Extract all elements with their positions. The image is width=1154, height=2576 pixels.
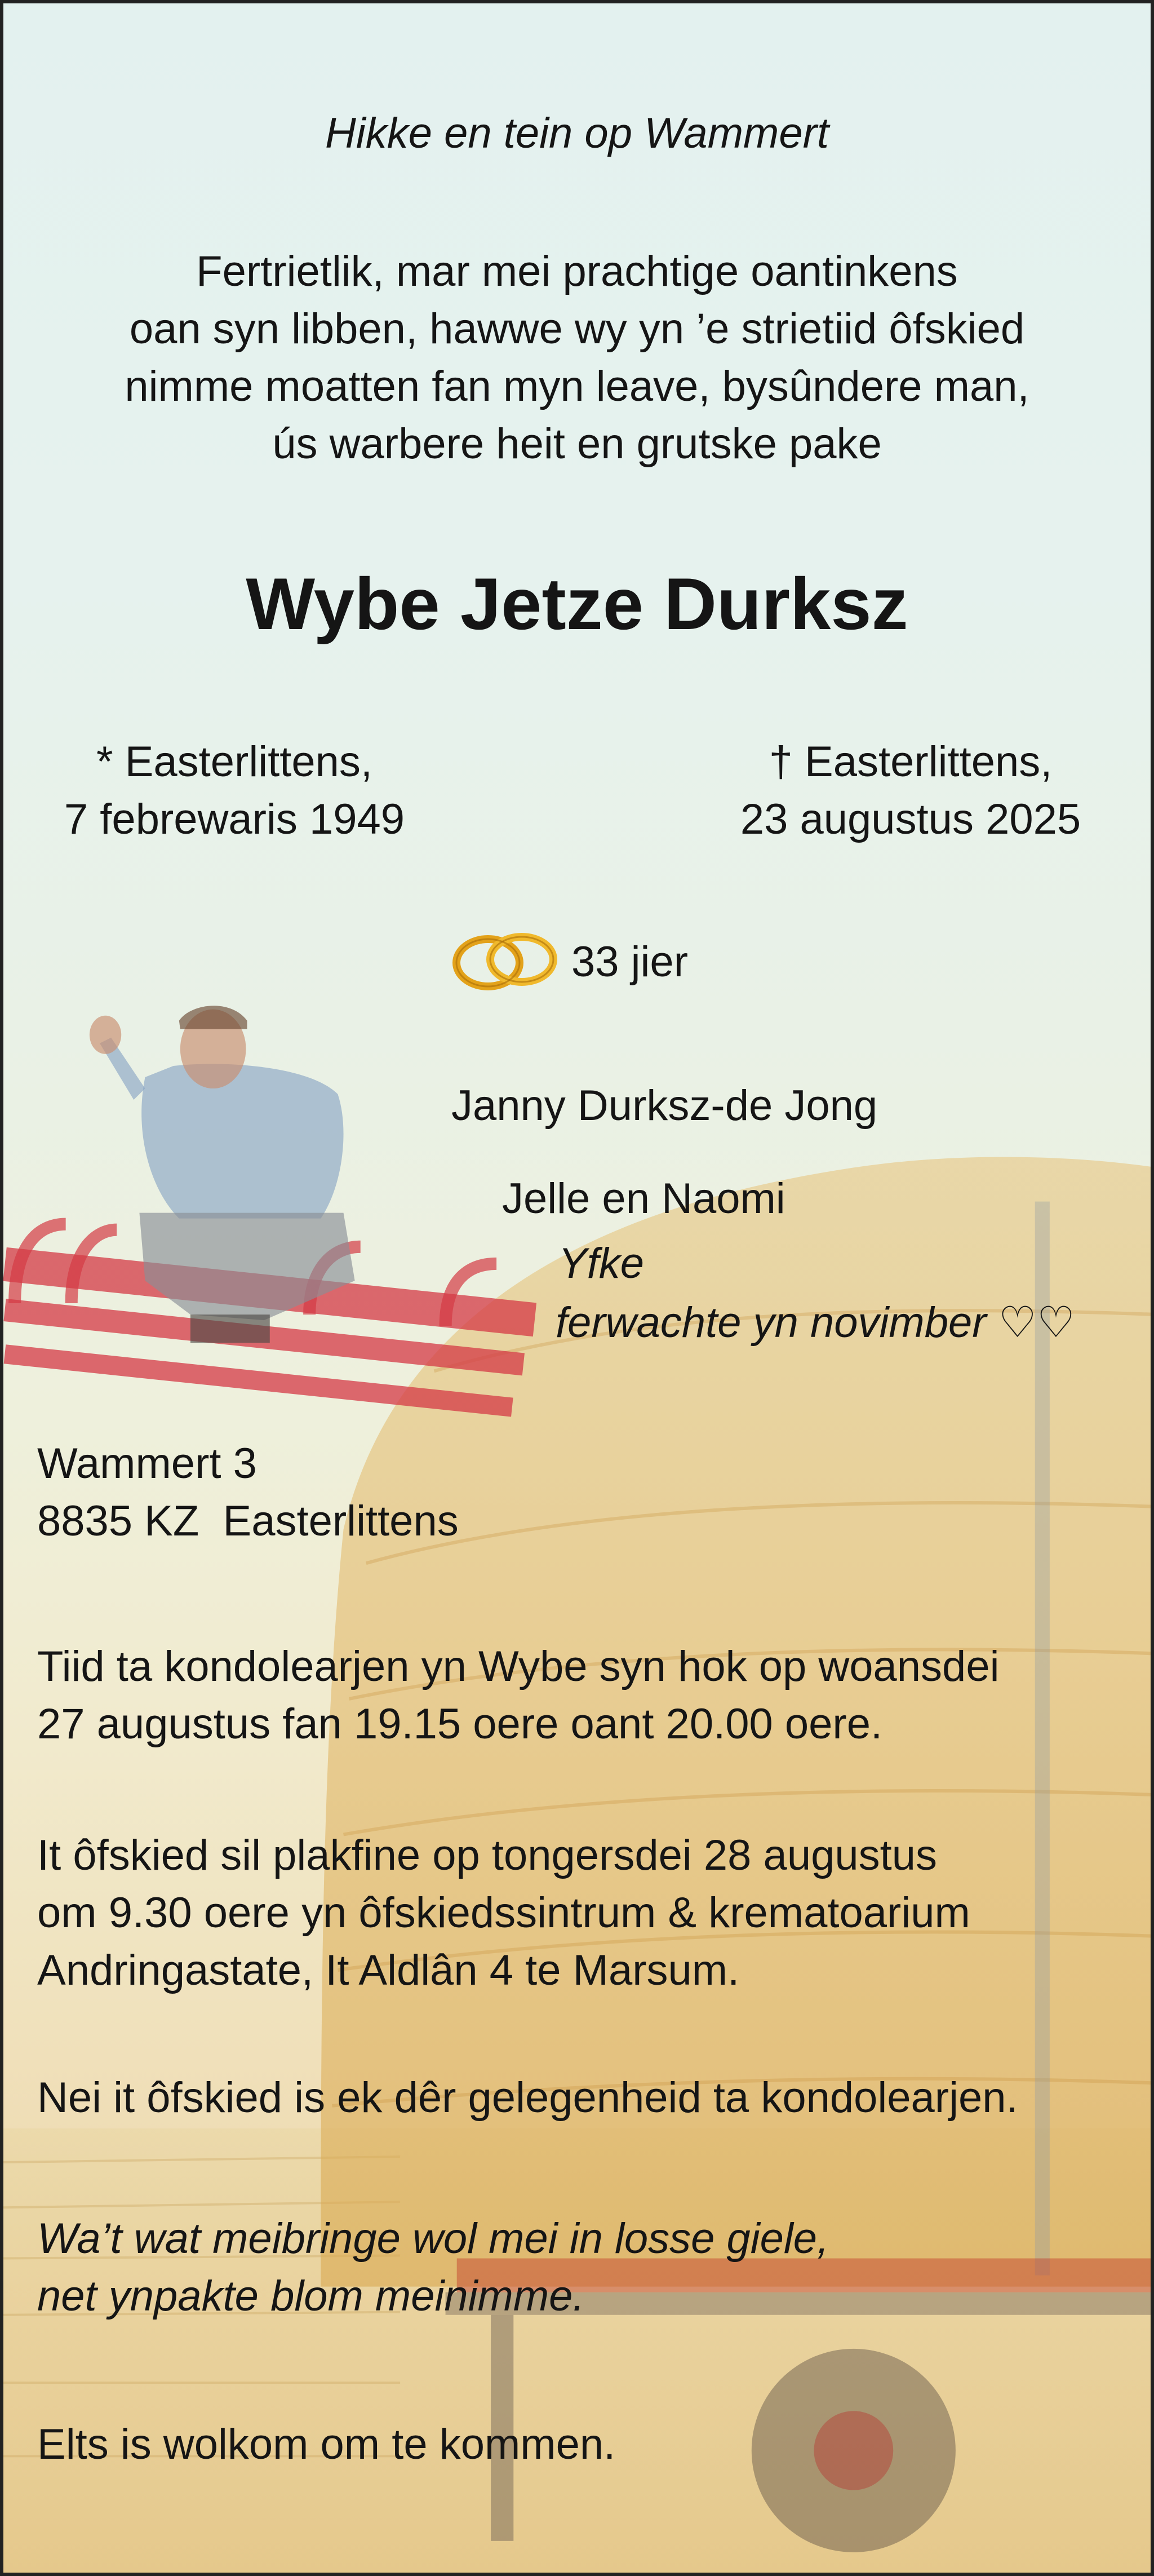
address-city: 8835 KZ Easterlittens [37, 1497, 459, 1545]
death-info [708, 733, 1113, 848]
welcome-line: Elts is wolkom om te kommen. [37, 2420, 616, 2468]
address [37, 1435, 1130, 1550]
intro-line: oan syn libben, hawwe wy yn ’e strietiid ôfskied [129, 305, 1025, 353]
welcome [37, 2416, 1130, 2473]
birth-date: 7 febrewaris 1949 [64, 795, 405, 843]
marriage-years: 33 jier [571, 938, 688, 986]
flowers-note [37, 2210, 1130, 2325]
intro-line: ús warbere heit en grutske pake [272, 420, 882, 468]
funeral-line: om 9.30 oere yn ôfskiedssintrum & krematoarium [37, 1889, 970, 1937]
condolence-line: 27 augustus fan 19.15 oere oant 20.00 oere. [37, 1700, 883, 1748]
header-line: Hikke en tein op Wammert [325, 109, 829, 157]
children: Jelle en Naomi [502, 1175, 785, 1223]
birth-place: * Easterlittens, [96, 738, 372, 786]
grandchild: Yfke [558, 1240, 645, 1287]
intro-text [3, 243, 1151, 473]
condolence-info [37, 1638, 1130, 1753]
wedding-rings-icon [449, 928, 561, 995]
address-street: Wammert 3 [37, 1440, 257, 1488]
funeral-line: It ôfskied sil plakfine op tongersdei 28 augustus [37, 1831, 938, 1879]
death-place: † Easterlittens, [769, 738, 1053, 786]
spouse: Janny Durksz-de Jong [451, 1082, 878, 1130]
birth-info [37, 733, 432, 848]
deceased-name: Wybe Jetze Durksz [246, 563, 908, 645]
expected-grandchild: ferwachte yn novimber ♡♡ [556, 1299, 1075, 1347]
funeral-info [37, 1827, 1130, 1999]
intro-line: nimme moatten fan myn leave, bysûndere man, [125, 362, 1029, 410]
after-funeral-line: Nei it ôfskied is ek dêr gelegenheid ta kondolearjen. [37, 2074, 1018, 2122]
death-date: 23 augustus 2025 [740, 795, 1081, 843]
flowers-line: net ynpakte blom meinimme. [37, 2272, 585, 2320]
after-funeral [37, 2069, 1130, 2127]
flowers-line: Wa’t wat meibringe wol mei in losse giele, [37, 2215, 829, 2263]
funeral-line: Andringastate, It Aldlân 4 te Marsum. [37, 1946, 740, 1994]
machine-with-man [3, 1006, 536, 1417]
intro-line: Fertrietlik, mar mei prachtige oantinkens [196, 247, 958, 295]
condolence-line: Tiid ta kondolearjen yn Wybe syn hok op woansdei [37, 1643, 1000, 1690]
